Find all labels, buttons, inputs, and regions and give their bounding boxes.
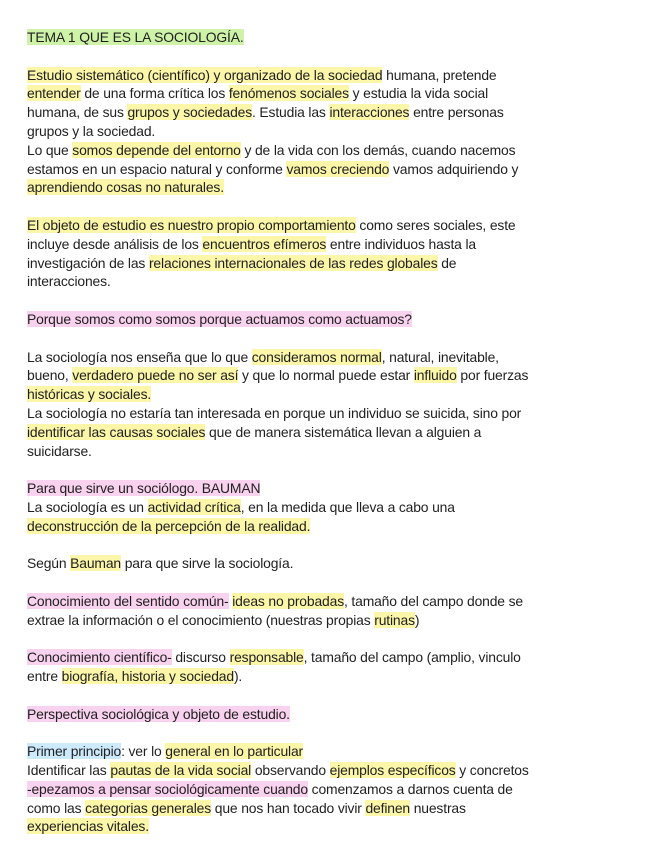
paragraph-gap — [27, 197, 630, 216]
paragraph-gap — [27, 329, 630, 348]
text-line — [27, 348, 630, 367]
text-segment: humana, pretende — [382, 66, 497, 83]
highlighted-text: vamos creciendo — [286, 160, 390, 177]
title-paragraph — [27, 28, 630, 47]
text-line — [27, 592, 630, 611]
text-line — [27, 667, 630, 686]
highlighted-text: Perspectiva sociológica y objeto de estudio. — [27, 705, 290, 722]
highlighted-text: grupos y sociedades — [127, 104, 253, 121]
highlighted-text: Porque somos como somos porque actuamos como actuamos? — [27, 310, 412, 327]
highlighted-text: actividad crítica — [147, 498, 241, 515]
highlighted-text: fenómenos sociales — [228, 85, 349, 102]
paragraph — [27, 66, 630, 198]
highlighted-text: consideramos normal — [251, 348, 382, 365]
text-segment: grupos y la sociedad. — [27, 122, 156, 139]
paragraph — [27, 648, 630, 686]
highlighted-text: pautas de la vida social — [110, 762, 252, 779]
text-segment: bueno, — [27, 367, 73, 384]
text-line — [27, 160, 630, 179]
text-segment: ). — [233, 668, 243, 685]
highlighted-text: definen — [365, 799, 410, 816]
heading-paragraph — [27, 705, 630, 724]
text-segment: vamos adquiriendo y — [389, 160, 519, 177]
text-segment: entre — [27, 668, 62, 685]
paragraph-gap — [27, 291, 630, 310]
paragraph — [27, 554, 630, 573]
paragraph — [27, 592, 630, 630]
highlighted-text: rutinas — [374, 611, 415, 628]
text-segment: y estudia la vida social — [348, 85, 489, 102]
text-segment: por fuerzas — [456, 367, 529, 384]
paragraph-gap — [27, 630, 630, 649]
highlighted-text: experiencias vitales. — [27, 818, 149, 835]
highlighted-text: ejemplos específicos — [329, 762, 456, 779]
text-line — [27, 799, 630, 818]
highlighted-text: históricas y sociales. — [27, 386, 152, 403]
text-line — [27, 103, 630, 122]
text-line — [27, 178, 630, 197]
text-segment: La sociología es un — [27, 498, 148, 515]
text-segment: comenzamos a darnos cuenta de — [307, 780, 513, 797]
text-line — [27, 235, 630, 254]
text-line — [27, 366, 630, 385]
paragraph-gap — [27, 460, 630, 479]
text-line — [27, 272, 630, 291]
text-line — [27, 216, 630, 235]
highlighted-text: Conocimiento del sentido común- — [27, 592, 229, 609]
text-line — [27, 742, 630, 761]
text-segment: , tamaño del campo donde se — [343, 592, 523, 609]
text-line — [27, 423, 630, 442]
text-segment: que de manera sistemática llevan a alguien a — [205, 423, 482, 440]
highlighted-text: general en lo particular — [165, 743, 304, 760]
text-line — [27, 517, 630, 536]
paragraph — [27, 479, 630, 535]
highlighted-text: identificar las causas sociales — [27, 423, 206, 440]
text-line — [27, 761, 630, 780]
text-line — [27, 554, 630, 573]
text-segment: extrae la información o el conocimiento (nuestras propias — [27, 611, 375, 628]
highlighted-text: Para que sirve un sociólogo. BAUMAN — [27, 480, 261, 497]
highlighted-text: Estudio sistemático (científico) y organizado de la sociedad — [27, 66, 383, 83]
text-segment: , en la medida que lleva a cabo una — [240, 498, 455, 515]
text-line — [27, 780, 630, 799]
paragraph-gap — [27, 536, 630, 555]
highlighted-text: -epezamos a pensar sociológicamente cuando — [27, 780, 308, 797]
paragraph-gap — [27, 723, 630, 742]
text-segment: y concretos — [455, 762, 529, 779]
highlighted-text: entender — [27, 85, 81, 102]
text-line — [27, 84, 630, 103]
text-segment: de una forma crítica los — [80, 85, 229, 102]
text-line — [27, 479, 630, 498]
text-segment: La sociología no estaría tan interesada en porque un individuo se suicida, sino por — [27, 404, 522, 421]
highlighted-text: El objeto de estudio es nuestro propio comportamiento — [27, 216, 356, 233]
text-segment: , natural, inevitable, — [381, 348, 499, 365]
highlighted-text: somos depende del entorno — [72, 141, 241, 158]
text-segment: . Estudia las — [252, 104, 330, 121]
text-line — [27, 28, 630, 47]
text-segment: Identificar las — [27, 762, 111, 779]
text-line — [27, 648, 630, 667]
highlighted-text: biografía, historia y sociedad — [61, 668, 234, 685]
text-line — [27, 141, 630, 160]
text-segment: investigación de las — [27, 254, 149, 271]
text-line — [27, 442, 630, 461]
text-line — [27, 404, 630, 423]
heading-paragraph — [27, 310, 630, 329]
text-line — [27, 122, 630, 141]
text-segment: y de la vida con los demás, cuando nacemos — [240, 141, 516, 158]
text-line — [27, 705, 630, 724]
text-line — [27, 498, 630, 517]
text-segment: entre personas — [409, 104, 504, 121]
text-segment: Lo que — [27, 141, 73, 158]
highlighted-text: influido — [413, 367, 457, 384]
paragraph — [27, 742, 630, 836]
text-segment: , tamaño del campo (amplio, vinculo — [303, 649, 521, 666]
text-segment: suicidarse. — [27, 442, 92, 459]
paragraph-gap — [27, 686, 630, 705]
text-segment: de — [437, 254, 457, 271]
highlighted-text: Conocimiento científico- — [27, 649, 172, 666]
highlighted-text: Primer principio — [27, 743, 122, 760]
text-segment: : ver lo — [121, 743, 166, 760]
highlighted-text: deconstrucción de la percepción de la realidad. — [27, 517, 311, 534]
highlighted-text: verdadero puede no ser así — [72, 367, 239, 384]
text-segment: incluye desde análisis de los — [27, 235, 203, 252]
text-segment: ) — [414, 611, 420, 628]
text-segment: nuestras — [410, 799, 466, 816]
text-segment: como seres sociales, este — [355, 216, 516, 233]
text-segment: que nos han tocado vivir — [211, 799, 366, 816]
text-segment: Según — [27, 555, 71, 572]
text-segment: discurso — [171, 649, 230, 666]
highlighted-text: encuentros efímeros — [202, 235, 327, 252]
text-line — [27, 385, 630, 404]
text-segment: estamos en un espacio natural y conforme — [27, 160, 287, 177]
paragraph — [27, 348, 630, 461]
highlighted-text: relaciones internacionales de las redes globales — [148, 254, 438, 271]
paragraph — [27, 216, 630, 291]
text-line — [27, 611, 630, 630]
highlighted-text: categorias generales — [85, 799, 212, 816]
highlighted-text: Bauman — [70, 555, 121, 572]
text-line — [27, 66, 630, 85]
text-line — [27, 817, 630, 836]
text-line — [27, 310, 630, 329]
text-segment: para que sirve la sociología. — [120, 555, 294, 572]
highlighted-text: interacciones — [329, 104, 410, 121]
highlighted-text: responsable — [229, 649, 304, 666]
text-line — [27, 254, 630, 273]
paragraph-gap — [27, 47, 630, 66]
text-segment: observando — [251, 762, 330, 779]
paragraph-gap — [27, 573, 630, 592]
text-segment: humana, de sus — [27, 104, 128, 121]
highlighted-text: ideas no probadas — [232, 592, 344, 609]
highlighted-text: TEMA 1 QUE ES LA SOCIOLOGÍA. — [27, 29, 244, 45]
text-segment: entre individuos hasta la — [326, 235, 476, 252]
text-segment: como las — [27, 799, 86, 816]
text-segment: y que lo normal puede estar — [238, 367, 414, 384]
text-segment: interacciones. — [27, 273, 111, 290]
highlighted-text: aprendiendo cosas no naturales. — [27, 179, 224, 196]
text-segment: La sociología nos enseña que lo que — [27, 348, 252, 365]
